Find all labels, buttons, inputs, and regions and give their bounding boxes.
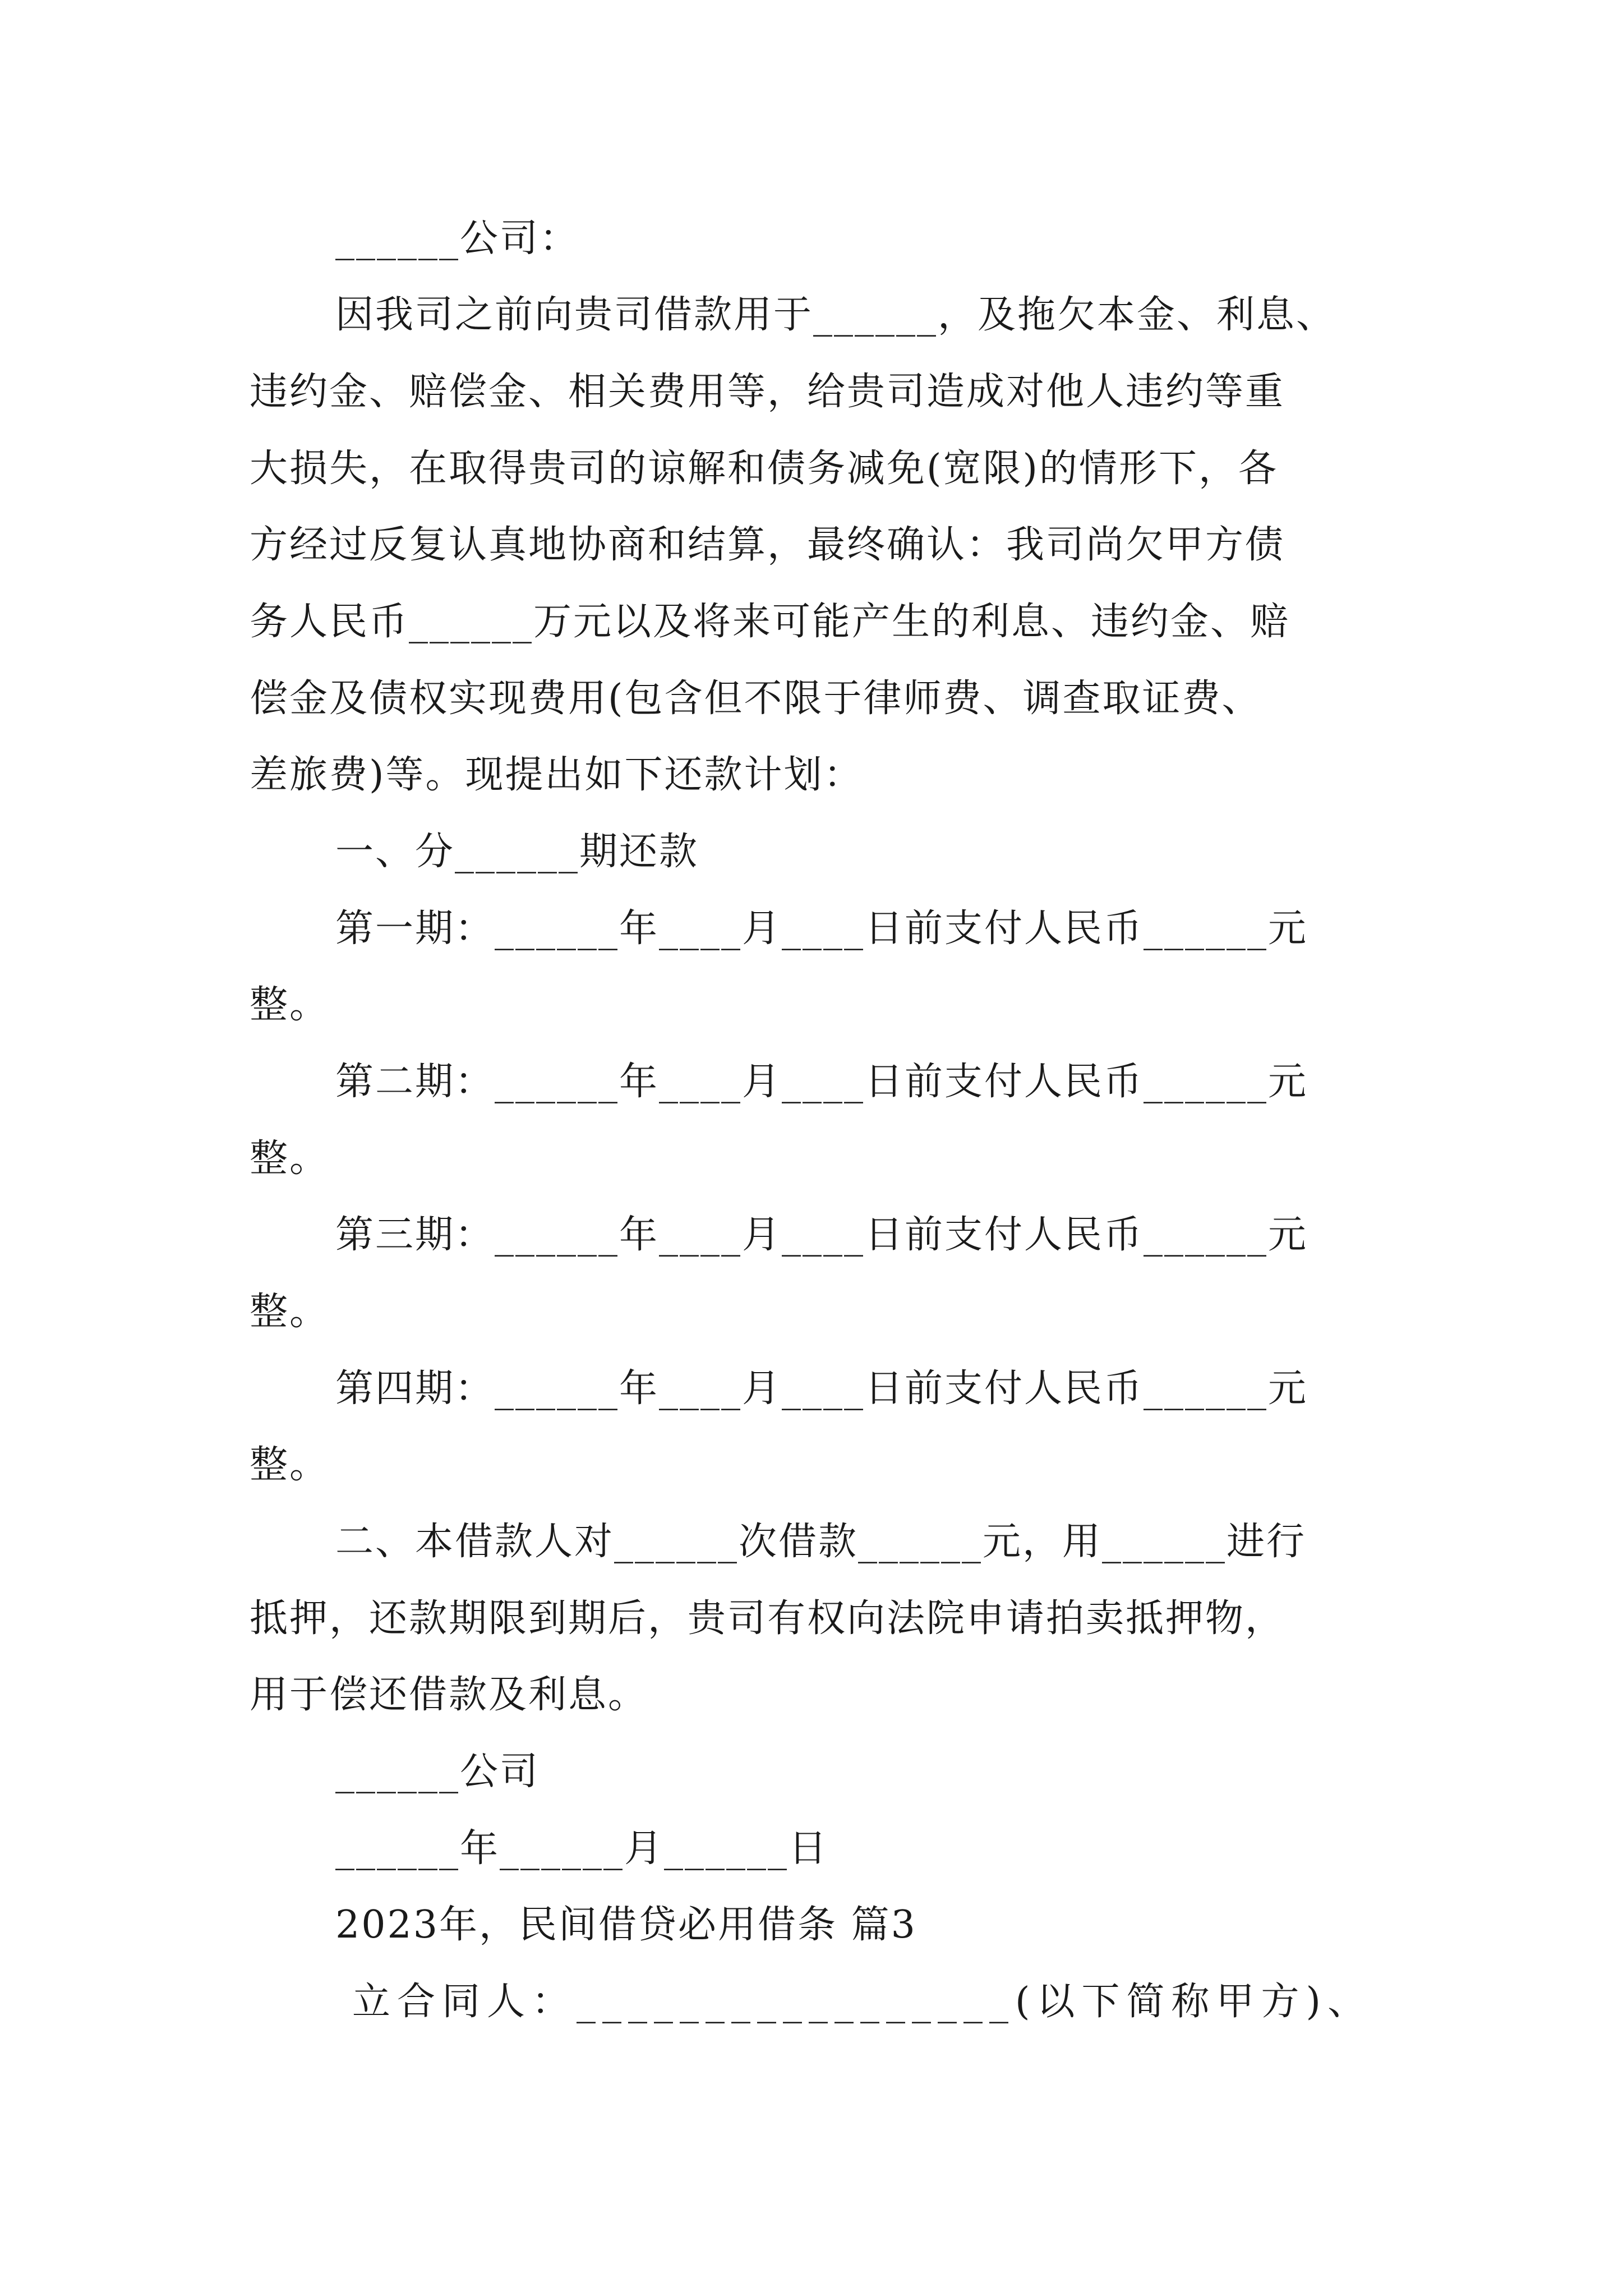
- installment-1-line: 第一期：______年____月____日前支付人民币______元: [335, 907, 1308, 951]
- body-text-line: 务人民币______万元以及将来可能产生的利息、违约金、赔: [250, 600, 1290, 644]
- installment-3-line: 第三期：______年____月____日前支付人民币______元: [335, 1213, 1308, 1257]
- contract-party-line: 立合同人：_________________(以下简称甲方)、: [352, 1980, 1373, 2024]
- installment-2-line: 第二期：______年____月____日前支付人民币______元: [335, 1060, 1308, 1104]
- mortgage-clause-line: 二、本借款人对______次借款______元，用______进行: [335, 1520, 1307, 1564]
- section-heading: 2023年，民间借贷必用借条 篇3: [335, 1903, 917, 1947]
- body-text-line: 差旅费)等。现提出如下还款计划：: [250, 753, 864, 797]
- body-text-line: 大损失，在取得贵司的谅解和债务减免(宽限)的情形下，各: [250, 447, 1279, 491]
- mortgage-clause-line: 抵押，还款期限到期后，贵司有权向法院申请拍卖抵押物，: [250, 1596, 1285, 1641]
- installment-4-line: 第四期：______年____月____日前支付人民币______元: [335, 1366, 1308, 1411]
- signature-date-line: ______年______月______日: [335, 1826, 829, 1871]
- addressee-line: ______公司：: [335, 217, 580, 261]
- installment-2-end: 整。: [250, 1137, 330, 1181]
- installments-heading: 一、分______期还款: [335, 830, 699, 874]
- body-text-line: 偿金及债权实现费用(包含但不限于律师费、调查取证费、: [250, 677, 1262, 721]
- body-text-line: 因我司之前向贵司借款用于______，及拖欠本金、利息、: [335, 293, 1336, 337]
- installment-4-end: 整。: [250, 1443, 330, 1487]
- installment-3-end: 整。: [250, 1290, 330, 1334]
- body-text-line: 方经过反复认真地协商和结算，最终确认：我司尚欠甲方债: [250, 523, 1285, 567]
- installment-1-end: 整。: [250, 983, 330, 1027]
- mortgage-clause-line: 用于偿还借款及利息。: [250, 1673, 648, 1717]
- signature-company-line: ______公司: [335, 1750, 540, 1794]
- body-text-line: 违约金、赔偿金、相关费用等，给贵司造成对他人违约等重: [250, 370, 1285, 414]
